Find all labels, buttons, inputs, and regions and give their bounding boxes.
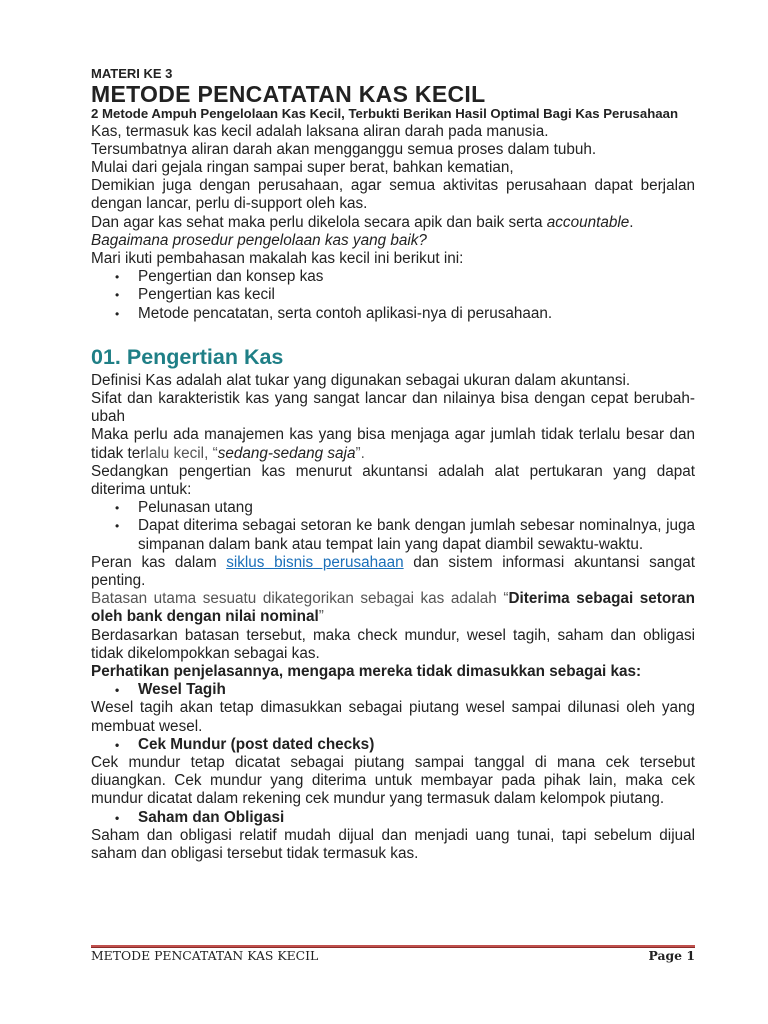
- section1-paragraph-3: [91, 426, 695, 462]
- intro-question: Bagaimana prosedur pengelolaan kas yang baik?: [91, 231, 427, 249]
- item-text-saham-obligasi: Saham dan obligasi relatif mudah dijual dan menjadi uang tunai, tapi sebelum dijual saham dan obligasi tersebut tidak termasuk kas.: [91, 826, 695, 863]
- section1-paragraph-5: [91, 554, 695, 590]
- intro-line-5: [91, 214, 695, 232]
- section1-paragraph-5-pre: Peran kas dalam: [91, 553, 227, 571]
- intro-line-2: Tersumbatnya aliran darah akan mengganggu semua proses dalam tubuh.: [91, 140, 597, 158]
- intro-line-3: Mulai dari gejala ringan sampai super berat, bahkan kematian,: [91, 158, 514, 176]
- section1-paragraph-1: Definisi Kas adalah alat tukar yang digunakan sebagai ukuran dalam akuntansi.: [91, 371, 631, 389]
- section1-paragraph-6-post: ”: [318, 608, 324, 626]
- siklus-bisnis-link[interactable]: siklus bisnis perusahaan: [226, 553, 404, 571]
- section1-paragraph-3-b: lalu kecil, “: [145, 444, 218, 462]
- intro-line-7: Mari ikuti pembahasan makalah kas kecil ini berikut ini:: [91, 249, 464, 267]
- item-wesel-tagih: [91, 681, 695, 699]
- list-item: • Pelunasan utang: [91, 499, 695, 517]
- item-text-wesel-tagih: Wesel tagih akan tetap dimasukkan sebagai piutang wesel sampai dilunasi oleh yang membuat wesel.: [91, 699, 695, 735]
- materi-label: MATERI KE 3: [91, 66, 173, 81]
- section1-paragraph-7: Berdasarkan batasan tersebut, maka check mundur, wesel tagih, saham dan obligasi tidak dikelompokkan sebagai kas.: [91, 626, 695, 662]
- page-title: METODE PENCATATAN KAS KECIL: [91, 81, 486, 107]
- list-item: • Metode pencatatan, serta contoh aplikasi-nya di perusahaan.: [91, 305, 695, 323]
- list-item: • Dapat diterima sebagai setoran ke bank dengan jumlah sebesar nominalnya, juga simpanan dalam bank atau tempat lain yang dapat diambil sewaktu-waktu.: [91, 517, 695, 553]
- section1-paragraph-6-pre: Batasan utama sesuatu dikategorikan sebagai kas adalah “: [91, 590, 509, 608]
- kas-definition-bold: Diterima sebagai setoran oleh bank dengan nilai nominal: [91, 590, 695, 626]
- item-text-cek-mundur: Cek mundur tetap dicatat sebagai piutang sampai tanggal di mana cek tersebut diuangkan. Cek mundur yang diterima untuk membayar pada pihak lain, maka cek mundur dicatat dalam rekening cek mundur yang termasuk dalam kelompok piutang.: [91, 754, 695, 808]
- section1-bullet-list: [91, 499, 695, 554]
- intro-line-5-text: Dan agar kas sehat maka perlu dikelola secara apik dan baik serta: [91, 213, 547, 231]
- accountable-term: accountable: [546, 213, 630, 231]
- section1-paragraph-4: Sedangkan pengertian kas menurut akuntansi adalah alat pertukaran yang dapat diterima untuk:: [91, 462, 695, 498]
- page-subtitle: 2 Metode Ampuh Pengelolaan Kas Kecil, Terbukti Berikan Hasil Optimal Bagi Kas Perusahaan: [91, 106, 679, 121]
- intro-line-4: Demikian juga dengan perusahaan, agar semua aktivitas perusahaan dapat berjalan dengan lancar, perlu di-support oleh kas.: [91, 177, 695, 213]
- item-label: • Wesel Tagih: [91, 681, 695, 699]
- section1-paragraph-3-a: Maka perlu ada manajemen kas yang bisa menjaga agar jumlah tidak terlalu besar dan tidak ter: [91, 426, 695, 462]
- section1-paragraph-2: Sifat dan karakteristik kas yang sangat lancar dan nilainya bisa dengan cepat berubah-ubah: [91, 389, 695, 426]
- item-label: • Cek Mundur (post dated checks): [91, 736, 695, 754]
- section1-paragraph-6: [91, 590, 695, 626]
- page-number: Page 1: [648, 948, 695, 963]
- list-item: • Pengertian dan konsep kas: [91, 268, 695, 286]
- item-cek-mundur: [91, 736, 695, 754]
- section-heading-pengertian-kas: 01. Pengertian Kas: [91, 344, 284, 369]
- document-page: [91, 64, 695, 863]
- page-footer: [91, 948, 695, 968]
- item-saham-obligasi: [91, 809, 695, 827]
- item-label: • Saham dan Obligasi: [91, 809, 695, 827]
- section1-paragraph-8: Perhatikan penjelasannya, mengapa mereka tidak dimasukkan sebagai kas:: [91, 662, 642, 680]
- list-item: • Pengertian kas kecil: [91, 286, 695, 304]
- intro-bullet-list: [91, 268, 695, 323]
- footer-title: METODE PENCATATAN KAS KECIL: [91, 948, 319, 963]
- intro-line-5-end: .: [629, 213, 634, 231]
- section1-paragraph-5-post: dan sistem informasi akuntansi sangat penting.: [91, 553, 695, 589]
- intro-line-1: Kas, termasuk kas kecil adalah laksana aliran darah pada manusia.: [91, 122, 549, 140]
- section1-paragraph-3-c: ”.: [355, 444, 365, 462]
- sedang-sedang-saja-term: sedang-sedang saja: [217, 444, 356, 462]
